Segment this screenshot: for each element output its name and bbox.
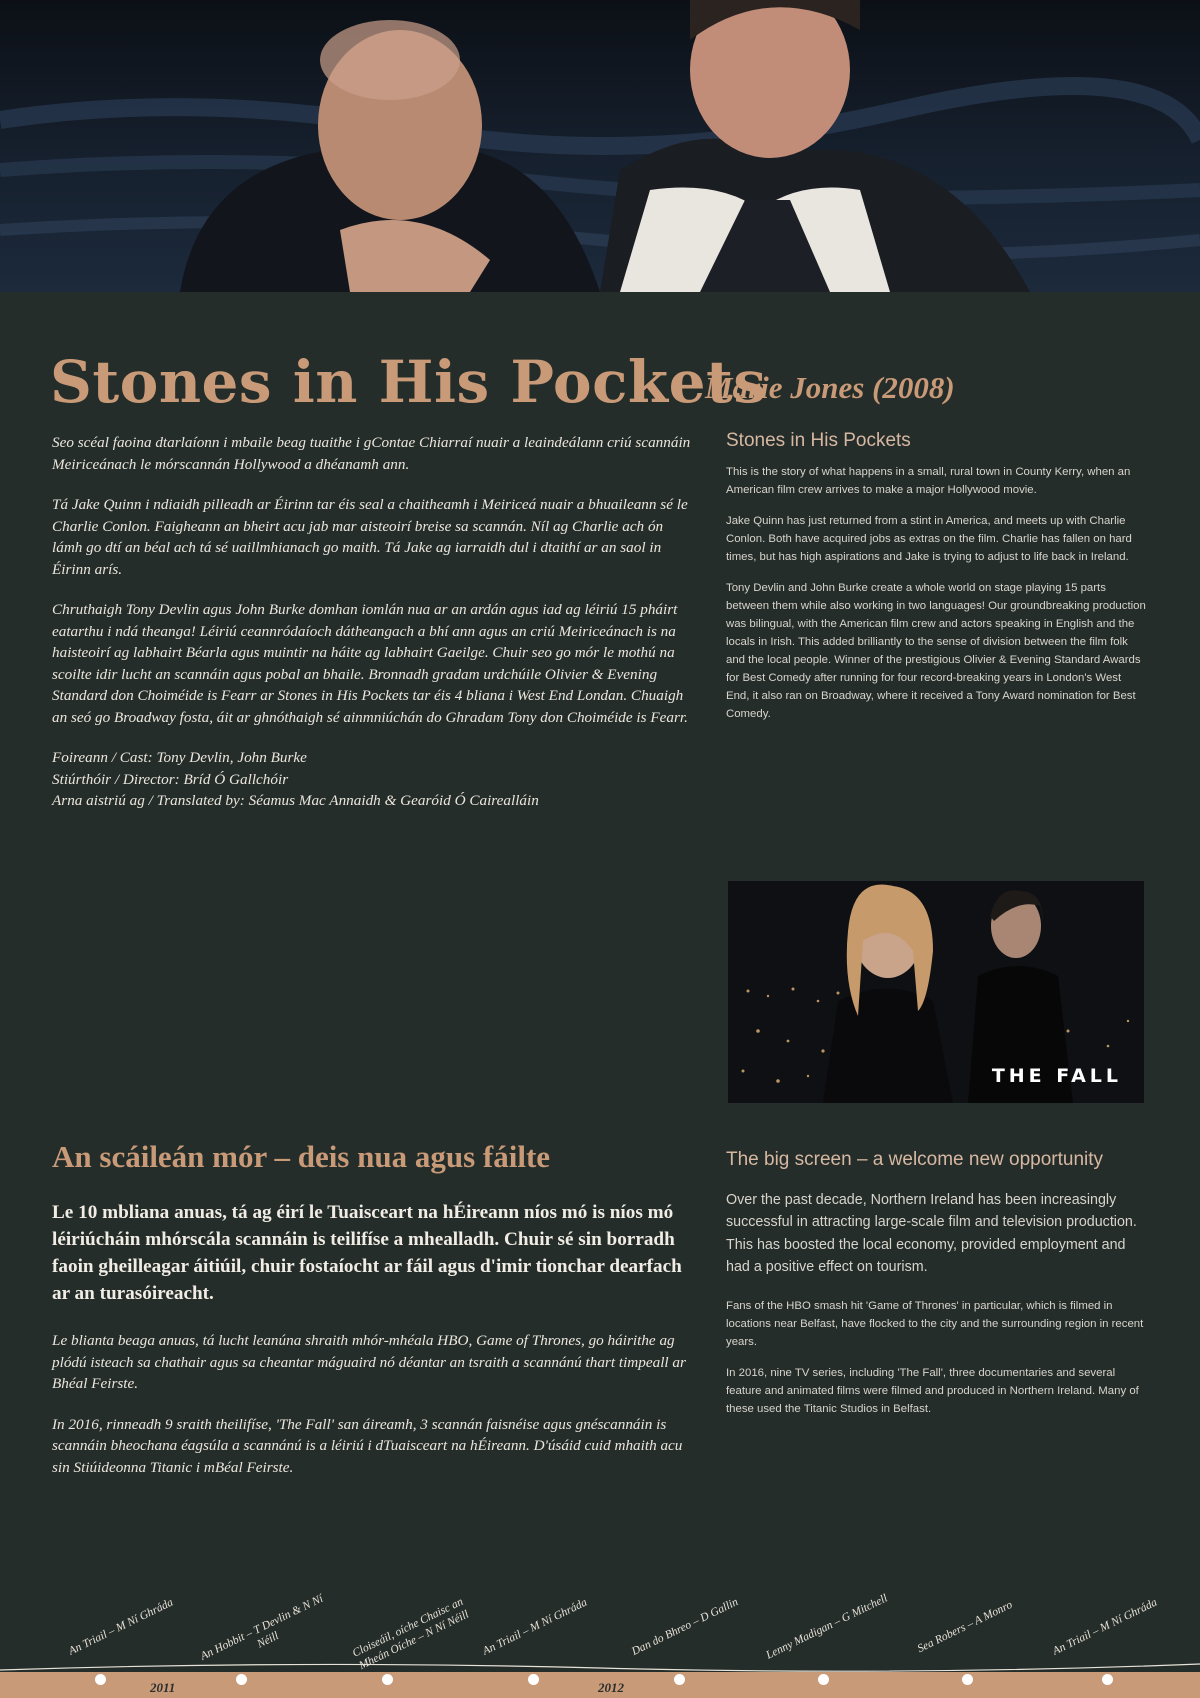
timeline-label: An Triail – M Ní Ghráda <box>1050 1596 1160 1658</box>
irish-synopsis <box>52 432 692 812</box>
english-heading: Stones in His Pockets <box>726 430 911 451</box>
timeline-year: 2011 <box>150 1680 176 1695</box>
the-fall-caption: THE FALL <box>991 1065 1122 1087</box>
timeline-label: An Hobbit – T Devlin & N Ní Néill <box>198 1592 326 1663</box>
the-fall-still <box>728 881 1144 1103</box>
english-lead: Over the past decade, Northern Ireland has been increasingly successful in attracting large-scale film and television production. This has boosted the local economy, provided employment and had a positive effect on tourism. <box>726 1192 1137 1276</box>
english-heading: The big screen – a welcome new opportunity <box>726 1149 1104 1170</box>
english-synopsis <box>726 432 1146 736</box>
credit-line: Arna aistriú ag / Translated by: Séamus Mac Annaidh & Gearóid Ó Cairealláin <box>52 792 539 809</box>
timeline-label: Dan do Bhreo – D Gallin <box>629 1596 741 1658</box>
credit-line: Stiúrthóir / Director: Bríd Ó Gallchóir <box>52 770 289 788</box>
irish-paragraph: Tá Jake Quinn i ndiaidh pilleadh ar Éirinn tar éis seal a chaitheamh i Meiriceá nuair a bhuaileann sé le Charlie Conlon. Faigheann an bheirt acu jab mar aisteoirí breise sa scannán. Níl ag Charlie ach ón lámh go dtí an béal ach tá sé uaillmhianach go maith. Tá Jake ag iarraidh dul i dtaithí ar an saol in Éirinn arís. <box>52 496 688 578</box>
hero-photo <box>0 0 1200 292</box>
timeline <box>0 1560 1200 1698</box>
timeline-dot <box>382 1674 393 1685</box>
timeline-dot <box>95 1674 106 1685</box>
timeline-label: Cloiseáil, oíche Chaisc an Mheán Oíche – N Ní Néill <box>350 1595 471 1673</box>
irish-lead: Le 10 mbliana anuas, tá ag éirí le Tuaisceart na hÉireann níos mó is níos mó léiriúcháin mhórscála scannáin is teilifíse a mhealladh. Chuir sé sin borradh faoin gheilleagar áitiúil, chuir fostaíocht ar fáil agus d'imir tionchar dearfach ar an turasóireacht. <box>52 1202 682 1304</box>
section-heading: An scáileán mór – deis nua agus fáilte <box>52 1139 551 1174</box>
english-paragraph: This is the story of what happens in a small, rural town in County Kerry, when an American film crew arrives to make a major Hollywood movie. <box>726 466 1131 496</box>
timeline-label: An Triail – M Ní Ghráda <box>66 1596 176 1658</box>
credits <box>52 747 692 812</box>
hero-illustration <box>0 0 1200 292</box>
english-section2 <box>726 1145 1146 1431</box>
timeline-dot <box>528 1674 539 1685</box>
author-year: Marie Jones (2008) <box>705 370 955 405</box>
timeline-year: 2012 <box>598 1680 624 1695</box>
english-paragraph: Fans of the HBO smash hit 'Game of Thrones' in particular, which is filmed in locations near Belfast, have flocked to the city and the surrounding region in recent years. <box>726 1299 1144 1348</box>
timeline-dot <box>674 1674 685 1685</box>
english-paragraph: Tony Devlin and John Burke create a whole world on stage playing 15 parts between them while also working in two languages! Our groundbreaking production was bilingual, with the American film crew and actors speaking in English and the locals in Irish. This added brilliantly to the sense of division between the film folk and the local people. Winner of the prestigious Olivier & Evening Standard Awards for Best Comedy after running for four record-breaking years in London's West End, it also ran on Broadway, where it received a Tony Award nomination for Best Comedy. <box>726 582 1146 720</box>
timeline-dot <box>818 1674 829 1685</box>
irish-paragraph: Seo scéal faoina dtarlaíonn i mbaile beag tuaithe i gContae Chiarraí nuair a leaindeálann criú scannáin Meiriceánach le mórscannán Hollywood a dhéanamh ann. <box>52 434 691 473</box>
english-paragraph: In 2016, nine TV series, including 'The Fall', three documentaries and several feature and animated films were filmed and produced in Northern Ireland. Many of these used the Titanic Studios in Belfast. <box>726 1366 1139 1415</box>
irish-paragraph: Chruthaigh Tony Devlin agus John Burke domhan iomlán nua ar an ardán agus iad ag léiriú 15 pháirt eatarthu i ndá theanga! Léiriú ceannródaíoch dátheangach a bhí ann agus an criú Meiriceánach is na haisteoirí ag labhairt Béarla agus muintir na háite ag labhairt Gaeilge. Chuir seo go mór le mothú na scoilte idir lucht an scannáin agus pobal an bhaile. Bronnadh gradam urdchúile Olivier & Evening Standard don Choiméide is Fearr ar Stones in His Pockets tar éis 4 bliana i West End Londan. Chuaigh an seó go Broadway fosta, áit ar ghnóthaigh sé ainmniúchán do Ghradam Tony don Choiméide is Fearr. <box>52 601 688 726</box>
timeline-label: Lenny Madigan – G Mitchell <box>764 1592 890 1662</box>
page-title: Stones in His Pockets <box>50 348 767 416</box>
credit-line: Foireann / Cast: Tony Devlin, John Burke <box>52 749 307 766</box>
english-paragraph: Jake Quinn has just returned from a stint in America, and meets up with Charlie Conlon. Both have acquired jobs as extras on the film. Charlie has fallen on hard times, but has high aspirations and Jake is trying to adjust to life back in Ireland. <box>726 515 1132 563</box>
irish-paragraph: In 2016, rinneadh 9 sraith theilifíse, 'The Fall' san áireamh, 3 scannán faisnéise agus gnéscannáin is scannáin bheochana éagsúla a scannánú is a léiriú i dTuaisceart na hÉireann. D'úsáid cuid mhaith acu sin Stiúideonna Titanic i mBéal Feirste. <box>52 1415 683 1476</box>
irish-section2 <box>52 1330 692 1497</box>
timeline-dot <box>236 1674 247 1685</box>
timeline-label: Sea Robers – A Monro <box>915 1598 1015 1656</box>
timeline-label: An Triail – M Ní Ghráda <box>480 1596 590 1658</box>
timeline-dot <box>962 1674 973 1685</box>
timeline-dot <box>1102 1674 1113 1685</box>
irish-paragraph: Le blianta beaga anuas, tá lucht leanúna shraith mhór-mhéala HBO, Game of Thrones, go háirithe ag plódú isteach sa chathair agus sa cheantar máguaird nó déantar an tsraith a scannánú thart timpeall ar Bhéal Feirste. <box>52 1332 686 1392</box>
